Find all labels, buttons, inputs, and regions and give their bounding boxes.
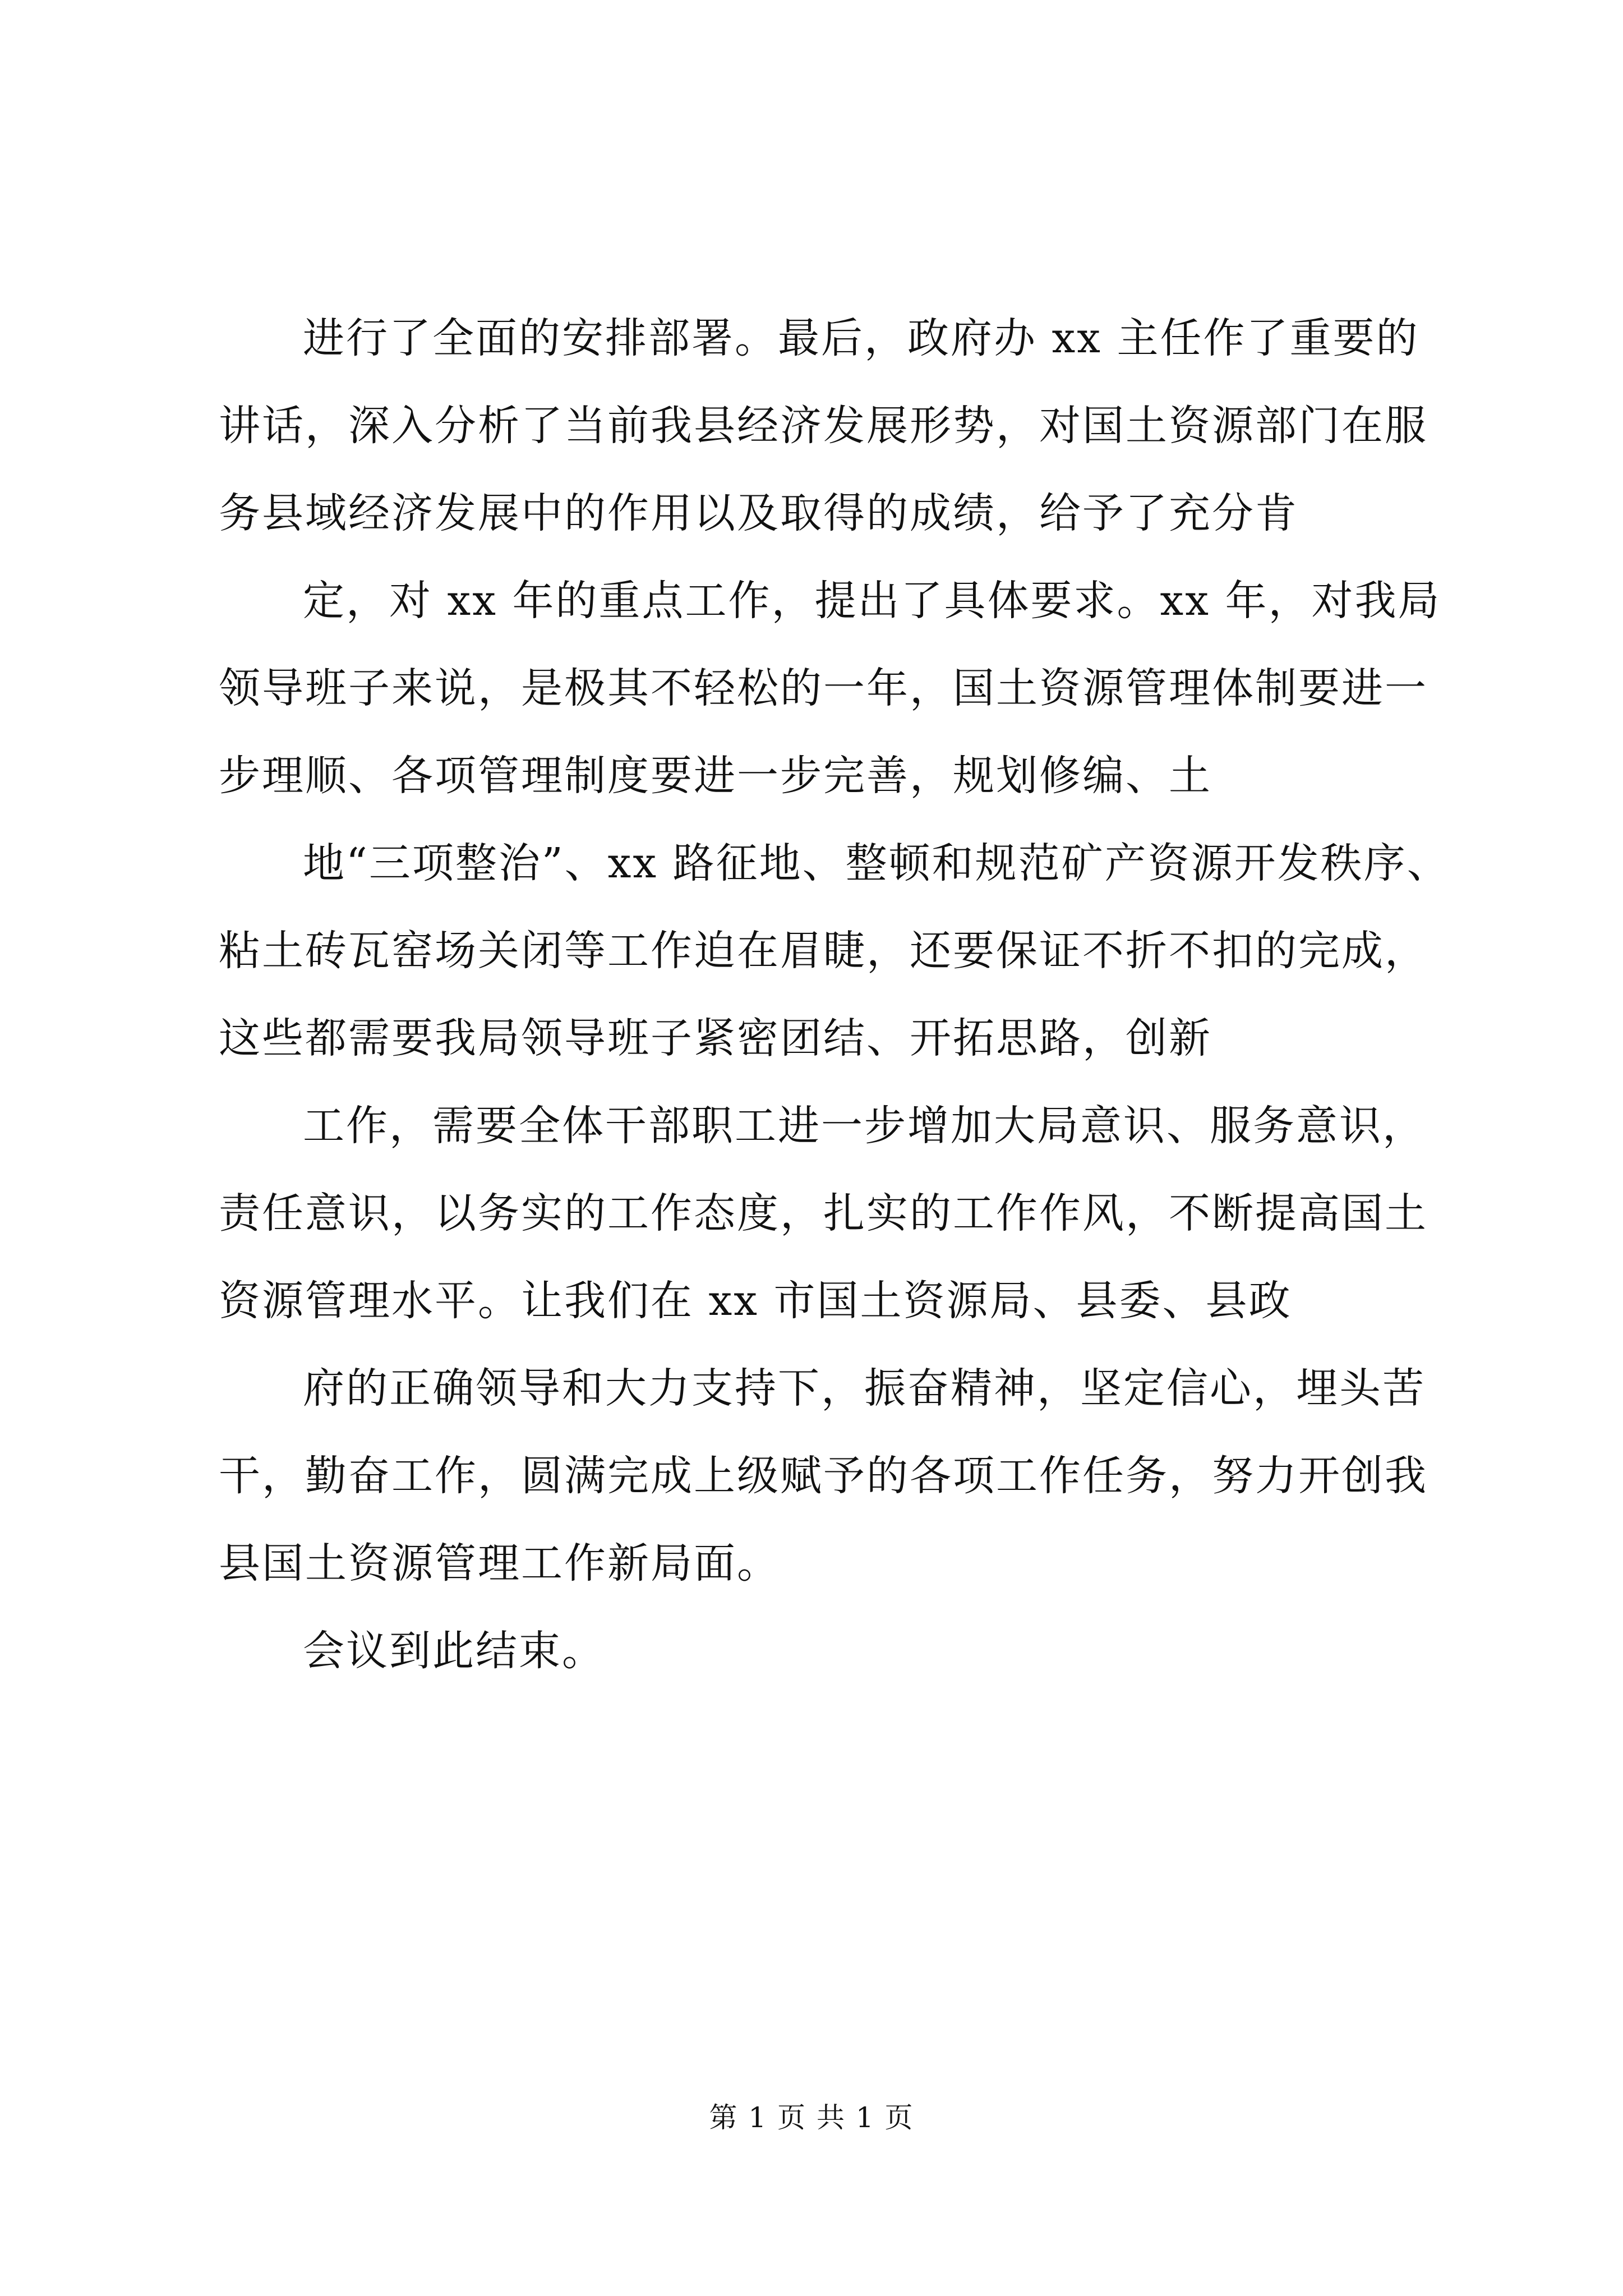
text-line: 进行了全面的安排部署。最后，政府办 xx 主任作了重要的: [303, 314, 1419, 362]
text-line: 领导班子来说，是极其不轻松的一年，国土资源管理体制要进一: [219, 664, 1428, 712]
paragraph: [219, 1345, 1441, 1607]
text-line: 县国土资源管理工作新局面。: [219, 1539, 780, 1588]
paragraph: [219, 557, 1441, 820]
text-line: 责任意识，以务实的工作态度，扎实的工作作风，不断提高国土: [219, 1189, 1428, 1237]
document-body: [219, 295, 1450, 1695]
text-line: 工作，需要全体干部职工进一步增加大局意识、服务意识，: [303, 1102, 1426, 1150]
text-line: 府的正确领导和大力支持下，振奋精神，坚定信心，埋头苦: [303, 1364, 1426, 1412]
text-line: 定，对 xx 年的重点工作，提出了具体要求。xx 年，对我局: [303, 577, 1441, 625]
text-line: 资源管理水平。让我们在 xx 市国土资源局、县委、县政: [219, 1277, 1292, 1325]
paragraph: [219, 1082, 1441, 1345]
text-line: 干，勤奋工作，圆满完成上级赋予的各项工作任务，努力开创我: [219, 1452, 1428, 1500]
paragraph: [219, 295, 1441, 557]
text-line: 步理顺、各项管理制度要进一步完善，规划修编、土: [219, 752, 1212, 800]
text-line: 会议到此结束。: [303, 1627, 605, 1675]
text-line: 地“三项整治”、xx 路征地、整顿和规范矿产资源开发秩序、: [303, 839, 1450, 887]
text-line: 粘土砖瓦窑场关闭等工作迫在眉睫，还要保证不折不扣的完成，: [219, 927, 1428, 975]
text-line: 这些都需要我局领导班子紧密团结、开拓思路，创新: [219, 1014, 1212, 1062]
paragraph: [219, 820, 1450, 1082]
text-line: 务县域经济发展中的作用以及取得的成绩，给予了充分肯: [219, 489, 1298, 537]
text-line: 讲话，深入分析了当前我县经济发展形势，对国土资源部门在服: [219, 402, 1428, 450]
paragraph: [219, 1607, 1441, 1695]
page-footer: 第 1 页 共 1 页: [709, 2101, 914, 2134]
